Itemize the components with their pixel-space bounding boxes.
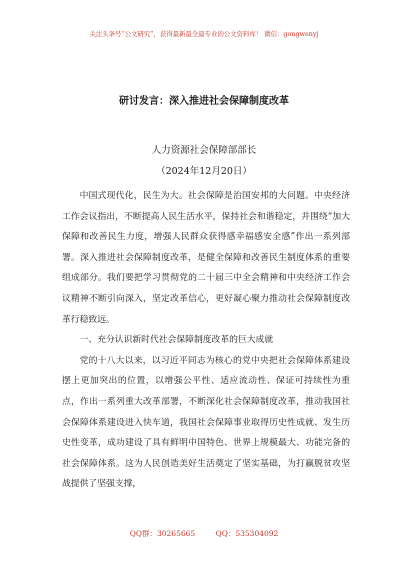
footer-contact: [0, 528, 408, 539]
document-body: [62, 186, 350, 495]
header-banner: 关注头条号“公文研究”，获得最新最全最专业的公文资料库！ 微信：gongwenyj: [89, 30, 319, 38]
footer-qq-number: QQ：535304092: [215, 529, 279, 538]
body-paragraph: 中国式现代化，民生为大。社会保障是治国安邦的大问题。中央经济工作会议指出，不断提高人民生活水平，保持社会和谐稳定，并围绕“加大保障和改善民生力度，增强人民群众获得感幸福感安全感”作出一系列部署。深入推进社会保障制度改革，是健全保障和改善民生制度体系的重要组成部分。我们要把学习贯彻党的二十届三中全会精神和中央经济工作会议精神不断引向深入，坚定改革信心，更好凝心聚力推动社会保障制度改革行稳致远。: [62, 191, 350, 325]
document-date: （2024年12月20日）: [156, 166, 252, 177]
section-heading: 一、充分认识新时代社会保障制度改革的巨大成就: [79, 335, 274, 346]
body-paragraph: 党的十八大以来，以习近平同志为核心的党中央把社会保障体系建设摆上更加突出的位置，以增强公平性、适应流动性、保证可持续性为重点，作出一系列重大改革部署，不断深化社会保障制度改革，推动我国社会保障体系建设进入快车道，我国社会保障事业取得历史性成就、发生历史性变革，成功建设了具有鲜明中国特色、世界上规模最大、功能完备的社会保障体系。这为人民创造美好生活奠定了坚实基础，为打赢脱贫攻坚战提供了坚强支撑，: [62, 355, 350, 490]
document-title: 研讨发言：深入推进社会保障制度改革: [119, 96, 289, 107]
footer-qq-group: QQ群：30265665: [129, 529, 196, 538]
document-author: 人力资源社会保障部部长: [151, 145, 257, 156]
